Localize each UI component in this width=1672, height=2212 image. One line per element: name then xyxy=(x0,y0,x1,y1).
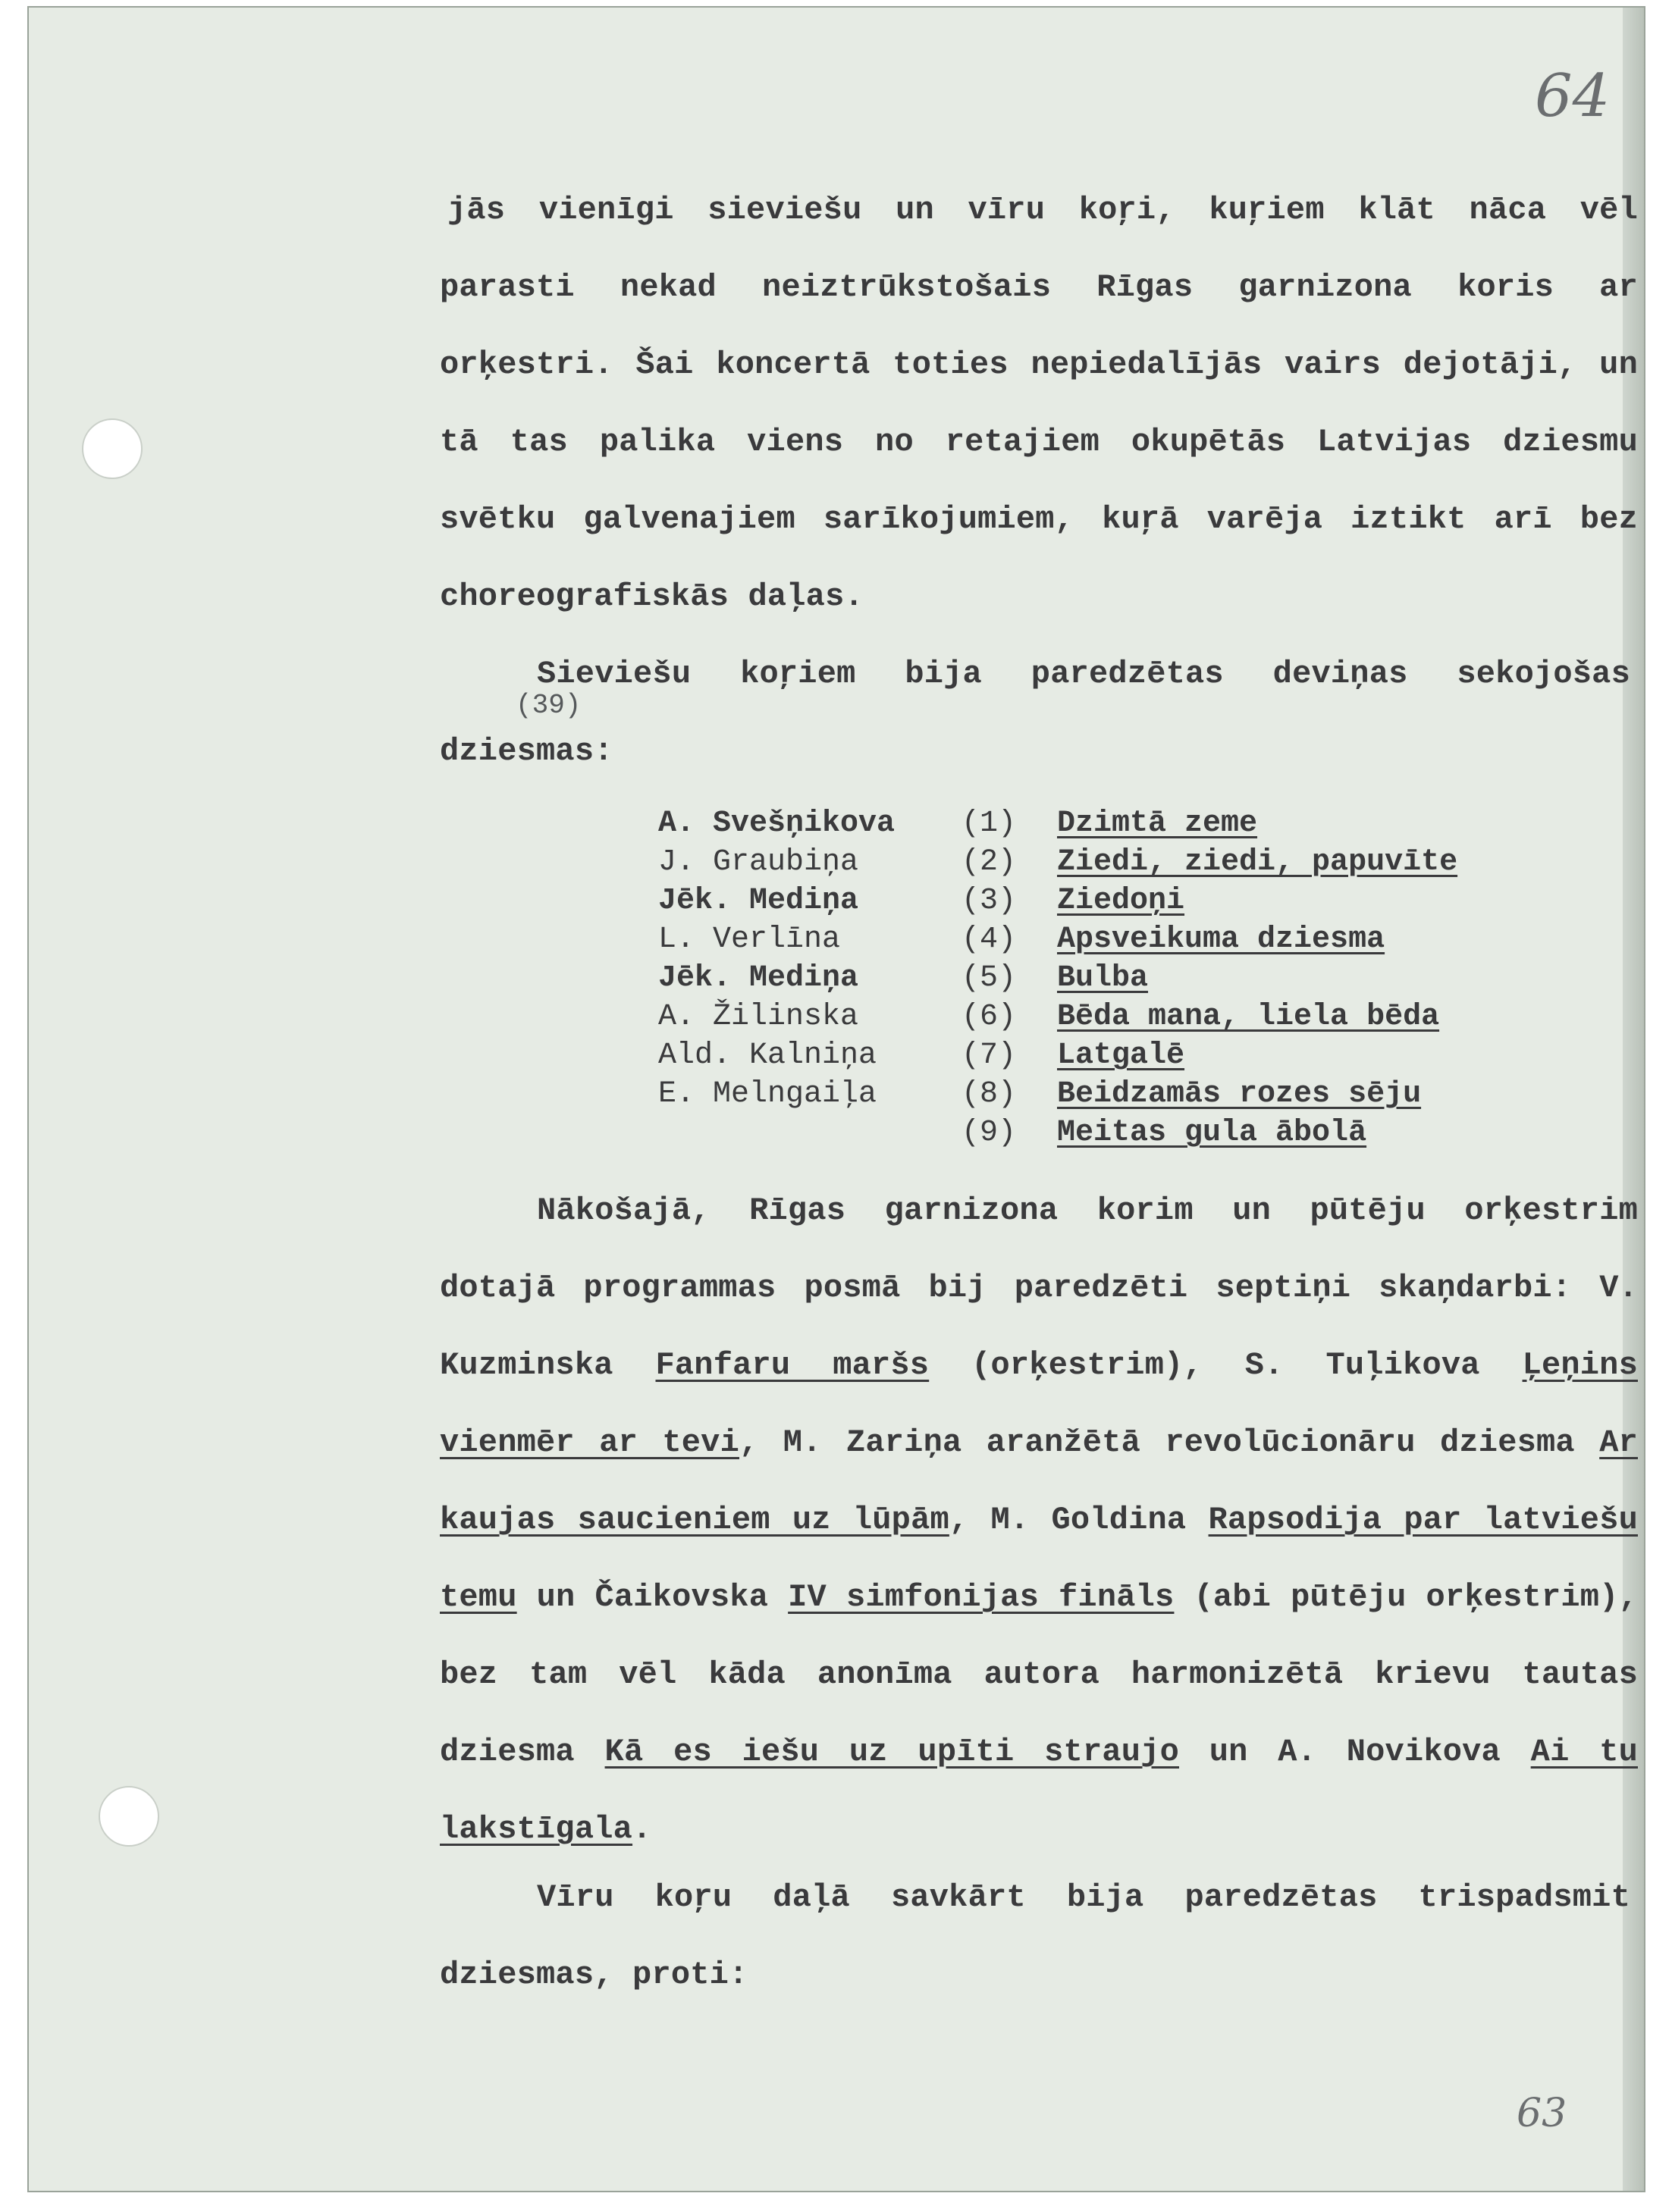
song-number: (1) xyxy=(961,807,1017,841)
song-title: Beidzamās rozes sēju xyxy=(1057,1077,1422,1111)
song-title: Apsveikuma dziesma xyxy=(1057,923,1385,957)
work-title-underlined: Rapsodija par latviešu temu xyxy=(440,1502,1639,1615)
song-item xyxy=(658,1077,1421,1115)
work-title-underlined: Kā es iešu uz upīti straujo xyxy=(604,1734,1179,1770)
work-title-underlined: IV simfonijas fināls xyxy=(788,1579,1175,1615)
text-run: . xyxy=(632,1811,652,1847)
song-title: Bulba xyxy=(1057,961,1149,995)
paragraph-2: Sieviešu koŗiem bija paredzētas deviņas sekojošas dziesmas: xyxy=(440,656,1630,769)
document-page xyxy=(27,6,1645,2192)
song-composer: A. Žilinska xyxy=(658,1000,859,1034)
song-number: (6) xyxy=(961,1000,1017,1034)
song-number: (5) xyxy=(961,961,1017,995)
song-title: Bēda mana, liela bēda xyxy=(1057,1000,1440,1034)
song-number: (7) xyxy=(961,1039,1017,1073)
text-run: , M. Goldina xyxy=(949,1502,1209,1538)
song-title: Ziedoņi xyxy=(1057,884,1185,918)
song-item xyxy=(658,1116,1366,1154)
work-title-underlined: Ai tu lakstīgala xyxy=(440,1734,1638,1847)
song-composer: Jēk. Mediņa xyxy=(658,961,859,995)
song-composer: Jēk. Mediņa xyxy=(658,884,859,918)
punch-hole-top xyxy=(82,418,143,479)
text-run: , M. Zariņa aranžētā revolūcionāru dziesma xyxy=(739,1424,1600,1461)
handwritten-page-number-bottom: 63 xyxy=(1517,2091,1567,2136)
paragraph-1: jās vienīgi sieviešu un vīru koŗi, kuŗiem klāt nāca vēl parasti nekad neiztrūkstošais Rīgas garnizona koris ar orķestri. Šai koncertā toties nepiedalījās vairs dejotāji, un tā tas palika viens no retajiem okupētās Latvijas dziesmu svētku galvenajiem sarīkojumiem, kuŗā varēja iztikt arī bez choreografiskās daļas. xyxy=(440,192,1638,615)
text-run: un Čaikovska xyxy=(516,1579,789,1615)
song-number: (3) xyxy=(961,884,1017,918)
paragraph-4: Vīru koŗu daļā savkārt bija paredzētas trispadsmit dziesmas, proti: xyxy=(440,1879,1630,1993)
work-title-underlined: Fanfaru maršs xyxy=(655,1347,930,1383)
song-title: Dzimtā zeme xyxy=(1057,807,1258,841)
song-composer: Ald. Kalniņa xyxy=(658,1039,877,1073)
punch-hole-bottom xyxy=(99,1786,159,1847)
work-title-underlined: Ļeņins vienmēr ar tevi xyxy=(440,1347,1638,1461)
song-item xyxy=(658,884,1184,922)
song-item xyxy=(658,807,1257,844)
song-title: Latgalē xyxy=(1057,1039,1185,1073)
text-run: un A. Novikova xyxy=(1178,1734,1531,1770)
text-run: (abi pūtēju orķestrim), bez tam vēl kāda anonīma autora harmonizētā krievu tautas dziesma xyxy=(440,1579,1638,1770)
song-item xyxy=(658,1000,1439,1038)
song-item xyxy=(658,923,1385,960)
song-title: Meitas gula ābolā xyxy=(1057,1116,1367,1150)
song-number: (8) xyxy=(961,1077,1017,1111)
song-item xyxy=(658,845,1457,883)
song-item xyxy=(658,961,1148,999)
footnote-mark: (39) xyxy=(516,690,582,721)
song-composer: E. Melngaiļa xyxy=(658,1077,877,1111)
song-number: (4) xyxy=(961,923,1017,957)
text-run: (orķestrim), S. Tuļikova xyxy=(929,1347,1523,1383)
work-title-underlined: Ar kaujas saucieniem uz lūpām xyxy=(440,1424,1638,1538)
text-run: Nākošajā, Rīgas garnizona korim un pūtēju orķestrim dotajā programmas posmā bij paredzēti septiņi skaņdarbi: V. Kuzminska xyxy=(440,1192,1638,1383)
song-composer: A. Svešņikova xyxy=(658,807,896,841)
song-number: (2) xyxy=(961,845,1017,879)
song-composer: L. Verlīna xyxy=(658,923,841,957)
song-title: Ziedi, ziedi, papuvīte xyxy=(1057,845,1458,879)
song-item xyxy=(658,1039,1184,1076)
handwritten-page-number-top: 64 xyxy=(1535,62,1611,130)
song-number: (9) xyxy=(961,1116,1017,1150)
paragraph-3 xyxy=(440,1172,1638,1868)
song-composer: J. Graubiņa xyxy=(658,845,859,879)
